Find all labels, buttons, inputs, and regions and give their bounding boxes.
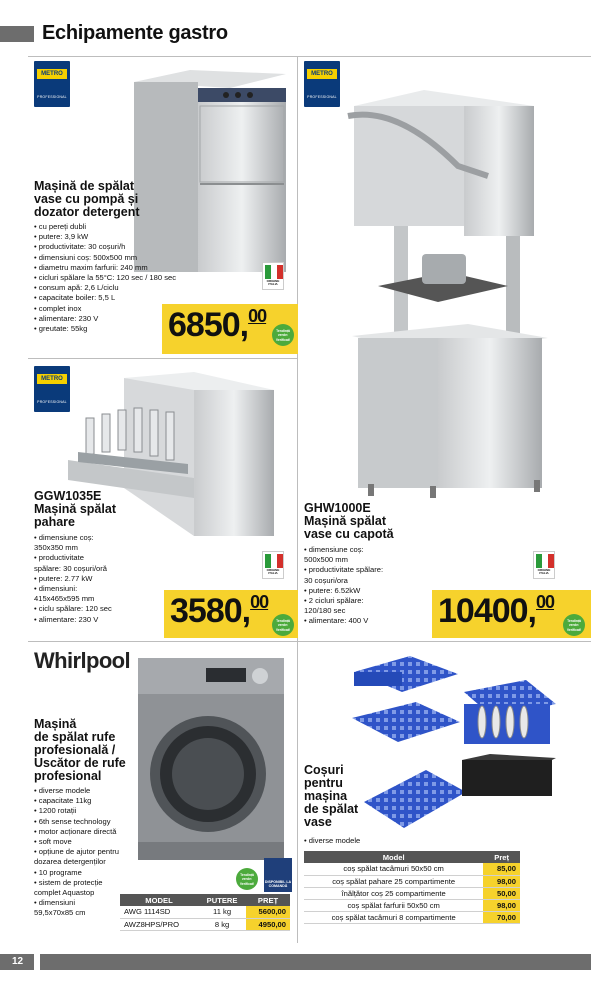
washing-machine-image xyxy=(136,656,286,862)
table-row: coș spălat tacâmuri 8 compartimente 70,00 xyxy=(304,911,520,923)
divider-vertical-bottom xyxy=(297,641,298,943)
table-row: coș spălat tacâmuri 50x50 cm 85,00 xyxy=(304,863,520,875)
product-title: Coșuri pentru mașina de spălat vase xyxy=(304,763,359,829)
product-title: Mașină de spălat vase cu pompă și dozator detergent xyxy=(34,179,140,219)
italy-flag-badge: ORIGINE ITALIA xyxy=(262,551,284,579)
product-specs: • dimensiune coș: 350x350 mm • productivitate spălare: 30 coșuri/oră • putere: 2.77 kW • dimensiuni: 415x465x595 mm • ciclu spălare: 120 sec • alimentare: 230 V xyxy=(34,533,112,624)
green-badge: Tendință verde: Verificat! xyxy=(272,324,294,346)
order-available-badge: DISPONIBIL LA COMANDĂ xyxy=(264,858,292,892)
metro-logo: METRO PROFESSIONAL xyxy=(34,61,70,107)
page-title: Echipamente gastro xyxy=(42,22,228,44)
table-header: PUTERE xyxy=(198,894,246,906)
product-title: GGW1035E Mașină spălat pahare xyxy=(34,489,116,529)
table-row: înălțător coș 25 compartimente 50,00 xyxy=(304,887,520,899)
italy-flag-badge: ORIGINE ITALIA xyxy=(262,262,284,290)
product-specs: • diverse modele xyxy=(304,836,361,845)
product-specs: • diverse modele • capacitate 11kg • 1200 rotații • 6th sense technology • motor acționare directă • soft move • opțiune de ajutor pentru dozarea detergenților • 10 programe • sistem de protecție complet Aquastop • dimensiuni 59,5x70x85 cm xyxy=(34,786,119,918)
table-row: AWZ8HPS/PRO 8 kg 4950,00 xyxy=(120,918,290,930)
price-tag: 3580,00 xyxy=(164,590,298,638)
product-title: Mașină de spălat rufe profesională / Uscător de rufe profesional xyxy=(34,717,126,783)
dish-baskets-image xyxy=(350,652,560,848)
divider-top xyxy=(28,56,591,57)
product-specs: • dimensiune coș: 500x500 mm • productivitate spălare: 30 coșuri/ora • putere: 6.52kW • 2 cicluri spălare: 120/180 sec • alimentare: 400 V xyxy=(304,545,384,626)
divider-mid xyxy=(28,641,591,642)
baskets-price-table xyxy=(304,851,520,924)
table-header: PREȚ xyxy=(246,894,290,906)
green-badge: Tendință verde: Verificat! xyxy=(272,614,294,636)
price-tag: 6850,00 xyxy=(162,304,298,354)
header-bar xyxy=(0,26,34,42)
table-header: MODEL xyxy=(120,894,198,906)
page-number: 12 xyxy=(0,954,34,970)
product-specs: • cu pereți dubli • putere: 3,9 kW • productivitate: 30 coșuri/h • dimensiuni coș: 500x500 mm • diametru maxim farfurii: 240 mm • cicluri spălare la 55°C: 120 sec / 180 sec • consum apă: 2,6 L/ciclu • capacitate boiler: 5,5 L • complet inox • alimentare: 230 V • greutate: 55kg xyxy=(34,222,177,334)
washer-price-table xyxy=(120,894,290,931)
table-row: AWG 1114SD 11 kg 5600,00 xyxy=(120,906,290,918)
table-header: Preț xyxy=(483,851,520,863)
green-badge: Tendință verde: Verificat! xyxy=(236,868,258,890)
table-row: coș spălat pahare 25 compartimente 98,00 xyxy=(304,875,520,887)
price-tag: 10400,00 xyxy=(432,590,591,638)
table-row: coș spălat farfurii 50x50 cm 98,00 xyxy=(304,899,520,911)
metro-logo: METRO PROFESSIONAL xyxy=(304,61,340,107)
italy-flag-badge: ORIGINE ITALIA xyxy=(533,551,555,579)
table-header: Model xyxy=(304,851,483,863)
divider-left-mid xyxy=(28,358,298,359)
whirlpool-logo: Whirlpool xyxy=(34,648,131,673)
green-badge: Tendință verde: Verificat! xyxy=(563,614,585,636)
hood-dishwasher-image xyxy=(338,86,570,498)
footer-bar xyxy=(40,954,591,970)
product-title: GHW1000E Mașină spălat vase cu capotă xyxy=(304,501,394,541)
metro-logo: METRO PROFESSIONAL xyxy=(34,366,70,412)
